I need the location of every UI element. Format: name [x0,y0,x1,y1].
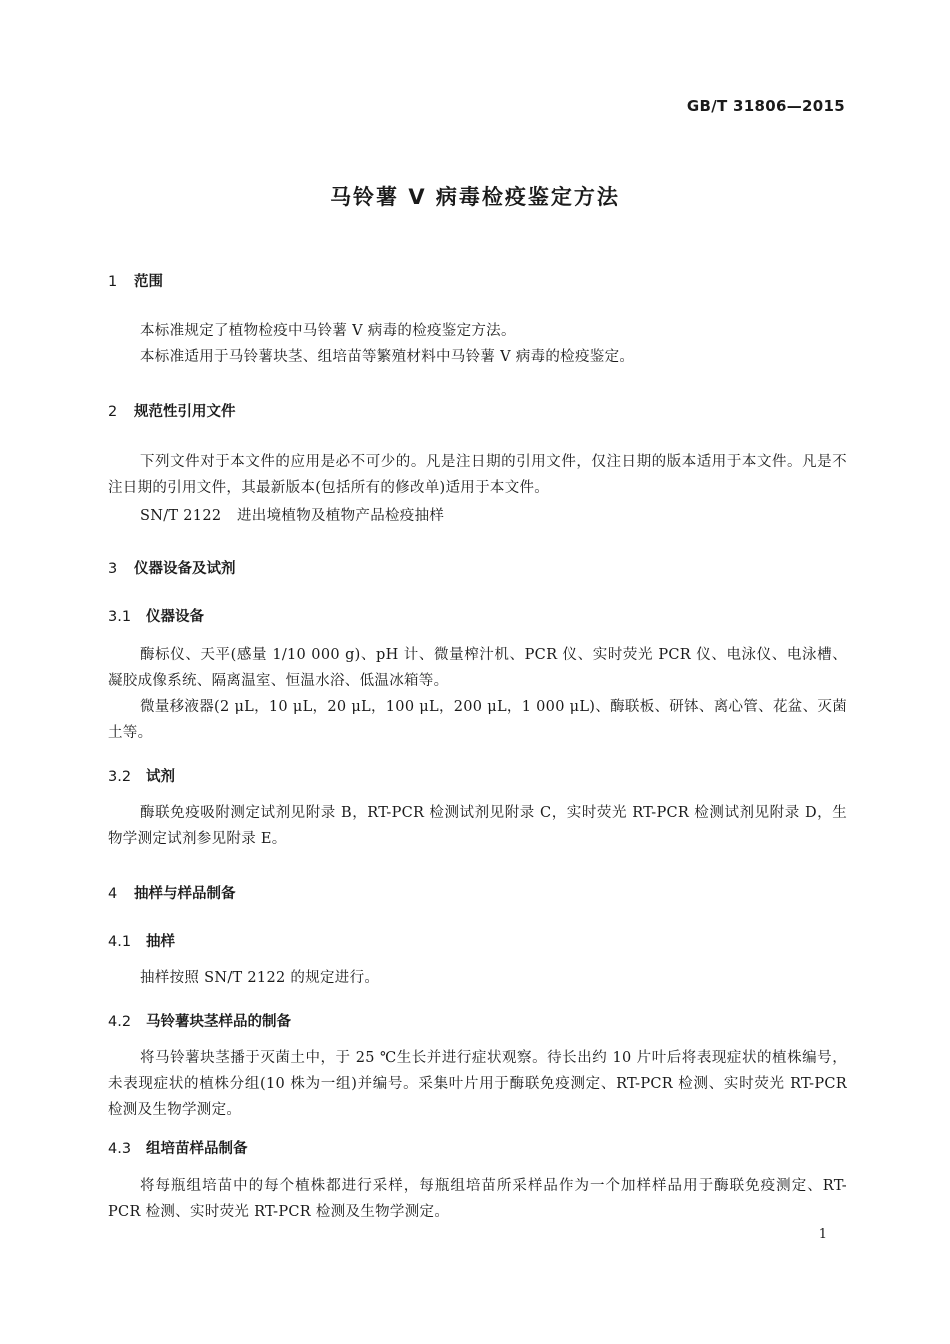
section-4-1-paragraph-1: 抽样按照 SN/T 2122 的规定进行。 [140,970,380,986]
section-1-heading [108,270,163,291]
section-2-heading [108,400,236,421]
section-3-1-paragraph-1: 酶标仪、天平(感量 1/10 000 g)、pH 计、微量榨汁机、PCR 仪、实时荧光 PCR 仪、电泳仪、电泳槽、凝胶成像系统、隔离温室、恒温水浴、低温冰箱等。 [108,647,847,689]
standard-code: GB/T 31806—2015 [686,97,845,115]
section-number: 2 [108,404,118,420]
section-title: 规范性引用文件 [134,404,236,420]
section-3-heading [108,557,236,578]
section-3-2-paragraph-1: 酶联免疫吸附测定试剂见附录 B，RT-PCR 检测试剂见附录 C，实时荧光 RT-PCR 检测试剂见附录 D，生物学测定试剂参见附录 E。 [108,805,847,847]
document-title: 马铃薯 V 病毒检疫鉴定方法 [330,185,620,209]
section-1-paragraph-1: 本标准规定了植物检疫中马铃薯 V 病毒的检疫鉴定方法。 [140,323,516,339]
section-title: 仪器设备及试剂 [134,561,236,577]
section-4-1-heading [108,930,175,951]
reference-code: SN/T 2122 [140,508,222,524]
section-title: 马铃薯块茎样品的制备 [146,1014,291,1030]
section-title: 范围 [134,274,163,290]
normative-reference [140,504,444,525]
section-number: 3 [108,561,118,577]
section-title: 仪器设备 [146,609,204,625]
section-3-1-heading [108,605,204,626]
section-4-3-heading [108,1137,248,1158]
section-2-paragraph-1: 下列文件对于本文件的应用是必不可少的。凡是注日期的引用文件，仅注日期的版本适用于本文件。凡是不注日期的引用文件，其最新版本(包括所有的修改单)适用于本文件。 [108,454,847,496]
section-number: 4 [108,886,118,902]
section-number: 3.1 [108,609,132,625]
section-4-3-paragraph-1: 将每瓶组培苗中的每个植株都进行采样，每瓶组培苗所采样品作为一个加样样品用于酶联免疫测定、RT-PCR 检测、实时荧光 RT-PCR 检测及生物学测定。 [108,1178,847,1220]
section-4-2-heading [108,1010,291,1031]
section-title: 试剂 [146,769,175,785]
section-title: 抽样 [146,934,175,950]
section-3-2-heading [108,765,175,786]
section-4-2-paragraph-1: 将马铃薯块茎播于灭菌土中，于 25 ℃生长并进行症状观察。待长出约 10 片叶后将表现症状的植株编号，未表现症状的植株分组(10 株为一组)并编号。采集叶片用于酶联免疫测定、RT-PCR 检测、实时荧光 RT-PCR 检测及生物学测定。 [108,1050,847,1118]
section-number: 4.1 [108,934,132,950]
page-number: 1 [818,1227,827,1242]
section-number: 4.3 [108,1141,132,1157]
section-1-paragraph-2: 本标准适用于马铃薯块茎、组培苗等繁殖材料中马铃薯 V 病毒的检疫鉴定。 [140,349,635,365]
section-3-1-paragraph-2: 微量移液器(2 μL，10 μL，20 μL，100 μL，200 μL，1 000 μL)、酶联板、研钵、离心管、花盆、灭菌土等。 [108,699,847,741]
section-title: 组培苗样品制备 [146,1141,248,1157]
section-number: 3.2 [108,769,132,785]
section-4-heading [108,882,236,903]
section-title: 抽样与样品制备 [134,886,236,902]
section-number: 4.2 [108,1014,132,1030]
reference-title: 进出境植物及植物产品检疫抽样 [237,508,445,524]
section-number: 1 [108,274,118,290]
